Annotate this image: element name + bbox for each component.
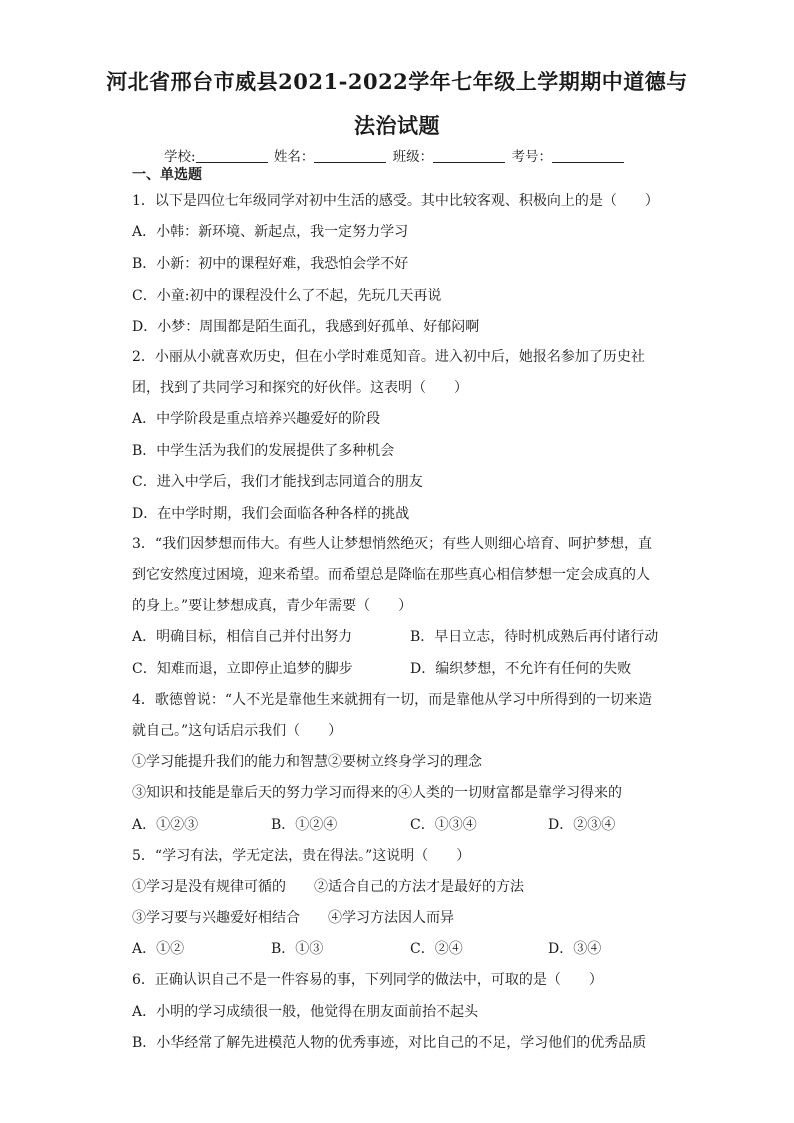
q3-stem-3: 的身上。”要让梦想成真，青少年需要（ ） <box>132 598 413 614</box>
q4-statement-1: ①学习能提升我们的能力和智慧②要树立终身学习的理念 <box>132 754 482 770</box>
q2-option-c: C．进入中学后，我们才能找到志同道合的朋友 <box>132 474 423 490</box>
q3-stem-1: 3．“我们因梦想而伟大。有些人让梦想悄然绝灭；有些人则细心培育、呵护梦想，直 <box>132 536 653 552</box>
number-blank[interactable] <box>552 148 624 163</box>
school-label: 学校: <box>164 149 196 165</box>
q1-option-b: B．小新：初中的课程好难，我恐怕会学不好 <box>132 256 409 272</box>
q3-options-row-1 <box>132 627 662 647</box>
exam-title-line1: 河北省邢台市威县2021-2022学年七年级上学期期中道德与 <box>106 69 688 94</box>
student-info-row <box>164 145 626 165</box>
q3-option-a: A．明确目标，相信自己并付出努力 <box>132 629 353 645</box>
q5-option-d: D．③④ <box>548 941 602 957</box>
q2-option-b: B．中学生活为我们的发展提供了多种机会 <box>132 443 395 459</box>
q5-option-a: A．①② <box>132 941 185 957</box>
q2-stem-2: 团，找到了共同学习和探究的好伙伴。这表明（ ） <box>132 380 468 396</box>
q4-statement-2: ③知识和技能是靠后天的努力学习而得来的④人类的一切财富都是靠学习得来的 <box>132 785 622 801</box>
q4-option-a: A．①②③ <box>132 817 199 833</box>
q5-option-c: C．②④ <box>410 941 463 957</box>
q3-options-row-2 <box>132 659 662 679</box>
name-label: 姓名： <box>273 149 315 165</box>
q4-option-b: B．①②④ <box>271 817 338 833</box>
q3-option-b: B．早日立志，待时机成熟后再付诸行动 <box>410 629 659 645</box>
name-blank[interactable] <box>314 148 386 163</box>
q6-option-b: B．小华经常了解先进模范人物的优秀事迹，对比自己的不足，学习他们的优秀品质 <box>132 1035 647 1051</box>
q1-option-c: C．小童:初中的课程没什么了不起，先玩几天再说 <box>132 288 442 304</box>
q1-option-d: D．小梦：周围都是陌生面孔，我感到好孤单、好郁闷啊 <box>132 319 480 335</box>
class-label: 班级： <box>392 149 434 165</box>
q1-stem: 1．以下是四位七年级同学对初中生活的感受。其中比较客观、积极向上的是（ ） <box>132 193 659 209</box>
q4-option-d: D．②③④ <box>548 817 616 833</box>
q1-option-a: A．小韩：新环境、新起点，我一定努力学习 <box>132 224 409 240</box>
q2-option-d: D．在中学时期，我们会面临各种各样的挑战 <box>132 506 410 522</box>
number-label: 考号： <box>511 149 552 165</box>
q6-option-a: A．小明的学习成绩很一般，他觉得在朋友面前抬不起头 <box>132 1004 479 1020</box>
q5-statement-2: ③学习要与兴趣爱好相结合 ④学习方法因人而异 <box>132 910 454 926</box>
q3-stem-2: 到它安然度过困境，迎来希望。而希望总是降临在那些真心相信梦想一定会成真的人 <box>132 567 650 583</box>
section-heading: 一、单选题 <box>132 167 202 183</box>
q5-option-b: B．①③ <box>271 941 324 957</box>
class-blank[interactable] <box>433 148 505 163</box>
q4-stem-1: 4．歌德曾说：“人不光是靠他生来就拥有一切，而是靠他从学习中所得到的一切来造 <box>132 692 653 708</box>
q4-stem-2: 就自己。”这句话启示我们（ ） <box>132 723 343 739</box>
q3-option-d: D．编织梦想，不允许有任何的失败 <box>410 661 632 677</box>
q4-option-c: C．①③④ <box>410 817 477 833</box>
q5-stem: 5．“学习有法，学无定法，贵在得法。”这说明（ ） <box>132 848 471 864</box>
q2-option-a: A．中学阶段是重点培养兴趣爱好的阶段 <box>132 411 381 427</box>
q2-stem-1: 2．小丽从小就喜欢历史，但在小学时难觅知音。进入初中后，她报名参加了历史社 <box>132 349 645 365</box>
q5-statement-1: ①学习是没有规律可循的 ②适合自己的方法才是最好的方法 <box>132 879 524 895</box>
q6-stem: 6．正确认识自己不是一件容易的事，下列同学的做法中，可取的是（ ） <box>132 972 603 988</box>
exam-title-line2: 法治试题 <box>354 113 440 138</box>
school-blank[interactable] <box>196 148 268 163</box>
q3-option-c: C．知难而退，立即停止追梦的脚步 <box>132 661 353 677</box>
